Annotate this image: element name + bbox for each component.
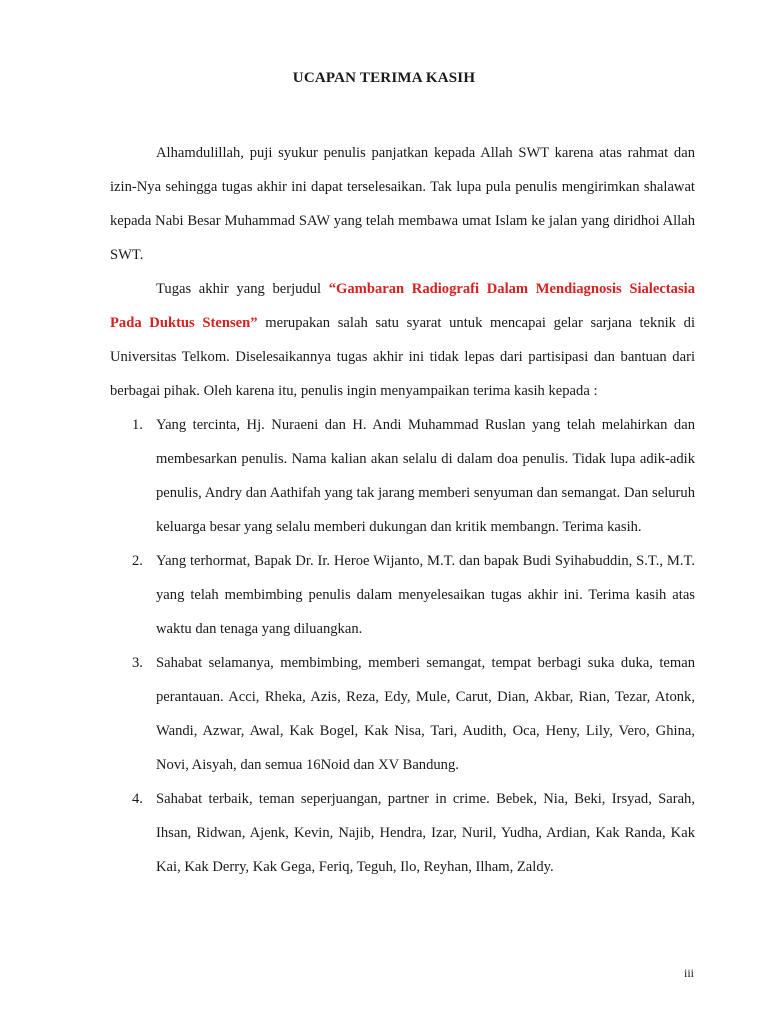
- paragraph-prefix: Tugas akhir yang berjudul: [156, 281, 329, 297]
- list-item-text: Yang tercinta, Hj. Nuraeni dan H. Andi Muhammad Ruslan yang telah melahirkan dan membesarkan penulis. Nama kalian akan selalu di dalam doa penulis. Tidak lupa adik-adik penulis, Andry dan Aathifah yang tak jarang memberi senyuman dan semangat. Dan seluruh keluarga besar yang selalu memberi dukungan dan kritik membangn. Terima kasih.: [156, 417, 695, 535]
- paragraph-suffix: merupakan salah satu syarat untuk mencapai gelar sarjana teknik di Universitas Telkom. Diselesaikannya tugas akhir ini tidak lepas dari partisipasi dan bantuan dari berbagai pihak. Oleh karena itu, penulis ingin menyampaikan terima kasih kepada :: [110, 315, 695, 399]
- page-number: iii: [683, 966, 694, 980]
- list-item-text: Yang terhormat, Bapak Dr. Ir. Heroe Wijanto, M.T. dan bapak Budi Syihabuddin, S.T., M.T. yang telah membimbing penulis dalam menyelesaikan tugas akhir ini. Terima kasih atas waktu dan tenaga yang diluangkan.: [156, 553, 695, 637]
- list-item: [110, 544, 695, 646]
- list-item-text: Sahabat terbaik, teman seperjuangan, partner in crime. Bebek, Nia, Beki, Irsyad, Sarah, Ihsan, Ridwan, Ajenk, Kevin, Najib, Hendra, Izar, Nuril, Yudha, Ardian, Kak Randa, Kak Kai, Kak Derry, Kak Gega, Feriq, Teguh, Ilo, Reyhan, Ilham, Zaldy.: [156, 791, 695, 875]
- list-item-number: 3.: [132, 655, 143, 671]
- paragraph-thesis-title: [110, 272, 695, 408]
- list-item-text: Sahabat selamanya, membimbing, memberi semangat, tempat berbagi suka duka, teman perantauan. Acci, Rheka, Azis, Reza, Edy, Mule, Carut, Dian, Akbar, Rian, Tezar, Atonk, Wandi, Azwar, Awal, Kak Bogel, Kak Nisa, Tari, Audith, Oca, Heny, Lily, Vero, Ghina, Novi, Aisyah, dan semua 16Noid dan XV Bandung.: [156, 655, 695, 773]
- list-item: [110, 408, 695, 544]
- list-item-number: 4.: [132, 791, 143, 807]
- paragraph-opening: Alhamdulillah, puji syukur penulis panjatkan kepada Allah SWT karena atas rahmat dan izin-Nya sehingga tugas akhir ini dapat terselesaikan. Tak lupa pula penulis mengirimkan shalawat kepada Nabi Besar Muhammad SAW yang telah membawa umat Islam ke jalan yang diridhoi Allah SWT.: [110, 145, 695, 263]
- list-item-number: 1.: [132, 417, 143, 433]
- body-text: [110, 136, 695, 884]
- list-item: [110, 646, 695, 782]
- list-item: [110, 782, 695, 884]
- acknowledgement-list: [110, 408, 695, 884]
- page-title: UCAPAN TERIMA KASIH: [292, 70, 476, 86]
- list-item-number: 2.: [132, 553, 143, 569]
- thesis-title: “Gambaran Radiografi Dalam Mendiagnosis Sialectasia Pada Duktus Stensen”: [110, 281, 695, 331]
